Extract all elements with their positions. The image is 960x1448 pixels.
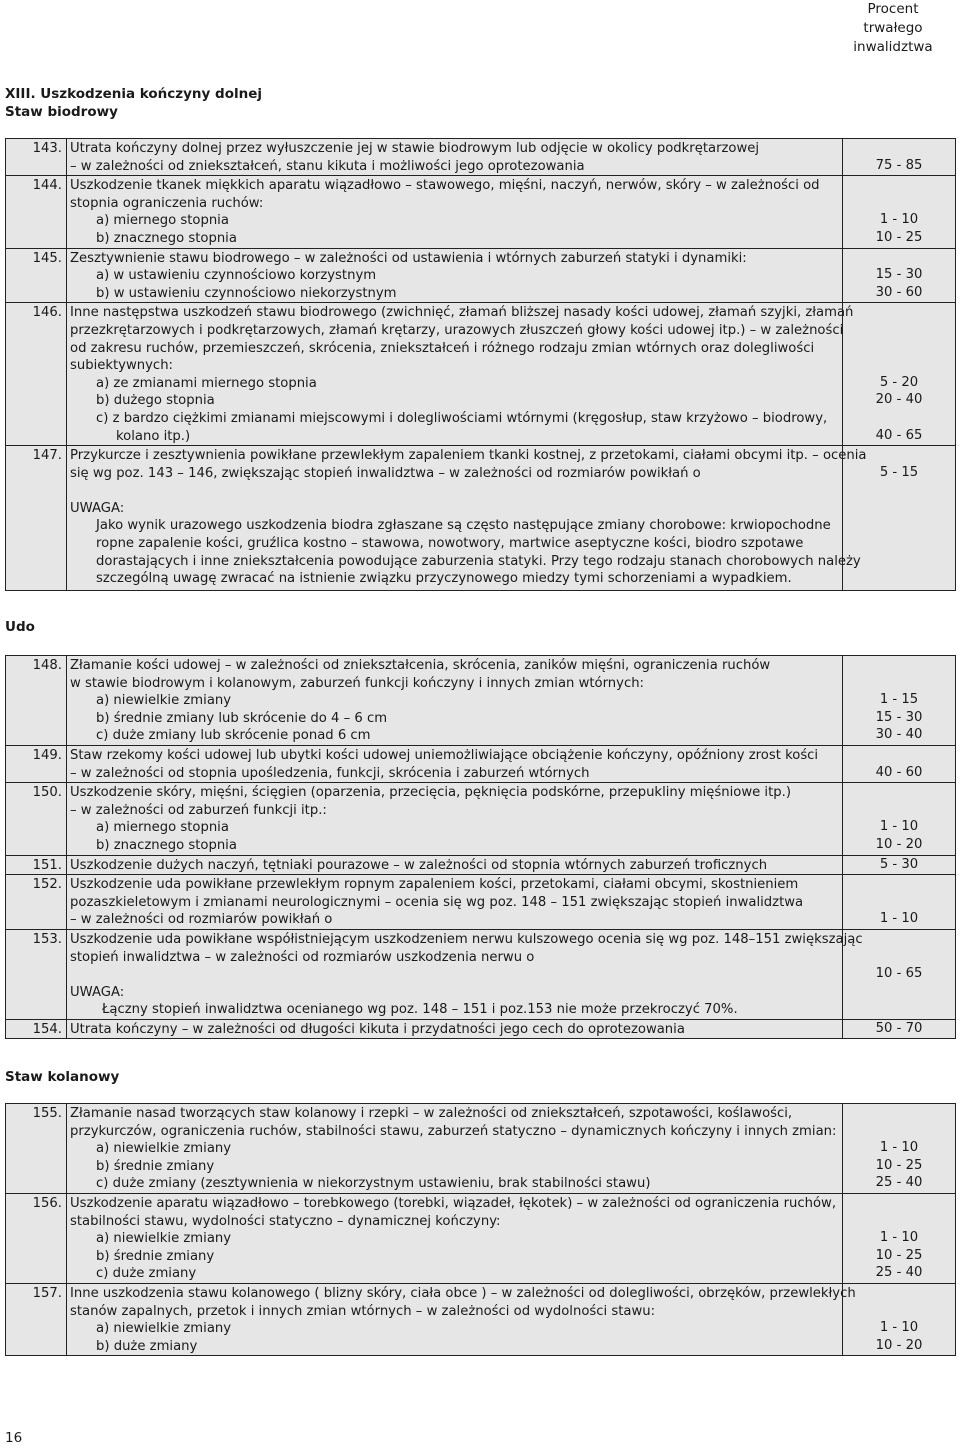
desc-option: b) znacznego stopnia	[96, 230, 237, 246]
percent-value: 10 - 25	[875, 229, 923, 245]
table-row	[6, 1283, 956, 1355]
table-hip	[5, 138, 956, 591]
item-description	[67, 1019, 843, 1039]
percent-value: 1 - 10	[879, 911, 919, 927]
desc-line: Staw rzekomy kości udowej lub ubytki kości udowej uniemożliwiające obciążenie kończyny, opóźniony zrost kości	[70, 747, 819, 763]
desc-option: b) średnie zmiany	[96, 1158, 215, 1174]
table-row	[6, 1193, 956, 1283]
percent-value: 25 - 40	[875, 1175, 923, 1191]
item-percent	[843, 303, 956, 446]
desc-line: Inne uszkodzenia stawu kolanowego ( blizny skóry, ciała obce ) – w zależności od dolegliwości, obrzęków, przewlekłych	[70, 1285, 856, 1301]
item-number: 157.	[6, 1283, 67, 1355]
table-thigh	[5, 655, 956, 1039]
subsection-title-hip: Staw biodrowy	[5, 104, 118, 120]
desc-option: a) ze zmianami miernego stopnia	[96, 375, 317, 391]
item-description	[67, 248, 843, 303]
item-number: 148.	[6, 656, 67, 746]
item-description	[67, 875, 843, 930]
percent-value: 1 - 15	[879, 692, 919, 708]
note-line: Łączny stopień inwalidztwa ocenianego wg poz. 148 – 151 i poz.153 nie może przekroczyć 70%.	[102, 1002, 738, 1018]
item-number: 144.	[6, 176, 67, 248]
table-row	[6, 656, 956, 746]
percent-value: 20 - 40	[875, 392, 923, 408]
desc-line: Uszkodzenie uda powikłane współistniejącym uszkodzeniem nerwu kulszowego ocenia się wg poz. 148–151 zwiększając	[70, 931, 863, 947]
item-description	[67, 139, 843, 176]
desc-line: Zesztywnienie stawu biodrowego – w zależności od ustawienia i wtórnych zaburzeń statyki i dynamiki:	[70, 250, 747, 266]
desc-option: a) niewielkie zmiany	[96, 1321, 232, 1337]
desc-line: Utrata kończyny – w zależności od długości kikuta i przydatności jego cech do oprotezowania	[70, 1021, 685, 1037]
percent-value: 10 - 20	[875, 1337, 923, 1353]
item-percent	[843, 1019, 956, 1039]
desc-option: b) znacznego stopnia	[96, 837, 237, 853]
table-row	[6, 745, 956, 782]
table-row	[6, 139, 956, 176]
section-title-chapter	[5, 85, 262, 121]
item-description	[67, 1283, 856, 1355]
item-number: 155.	[6, 1104, 67, 1194]
table-row	[6, 855, 956, 875]
percent-value: 75 - 85	[875, 157, 923, 173]
percent-value: 1 - 10	[879, 819, 919, 835]
percent-value: 40 - 60	[875, 764, 923, 780]
percent-value: 10 - 25	[875, 1157, 923, 1173]
item-percent	[843, 1104, 956, 1194]
desc-line: przezkrętarzowych i podkrętarzowych, złamań krętarzy, urazowych złuszczeń głowy kości udowej itp.) – w zależności	[70, 322, 844, 338]
item-description	[67, 1104, 843, 1194]
item-description	[67, 446, 867, 591]
header-line-1: Procent	[867, 1, 919, 17]
percent-value: 5 - 15	[879, 464, 919, 480]
percent-value: 5 - 30	[879, 856, 919, 872]
desc-line: Złamanie nasad tworzących staw kolanowy i rzepki – w zależności od zniekształceń, szpotawości, koślawości,	[70, 1106, 793, 1121]
percent-value: 10 - 65	[875, 966, 923, 982]
item-number: 156.	[6, 1193, 67, 1283]
desc-line: – w zależności od stopnia upośledzenia, funkcji, skrócenia i zaburzeń wtórnych	[70, 765, 590, 781]
desc-line: stopień inwalidztwa – w zależności od rozmiarów uszkodzenia nerwu o	[70, 949, 535, 965]
column-header-percent	[838, 0, 948, 57]
percent-value: 1 - 10	[879, 212, 919, 228]
percent-value: 50 - 70	[875, 1020, 923, 1036]
subsection-title-knee: Staw kolanowy	[5, 1069, 120, 1085]
table-row	[6, 248, 956, 303]
item-description	[67, 929, 863, 1019]
item-percent	[843, 656, 956, 746]
note-title: UWAGA:	[70, 984, 125, 1000]
desc-line: Inne następstwa uszkodzeń stawu biodrowego (zwichnięć, złamań bliższej nasady kości udowej, złamań szyjki, złamań	[70, 305, 854, 321]
percent-value: 30 - 40	[875, 727, 923, 743]
note-line: szczególną uwagę zwracać na istnienie związku przyczynowego miedzy tymi schorzeniami a wypadkiem.	[96, 571, 792, 587]
item-number: 150.	[6, 783, 67, 855]
item-number: 145.	[6, 248, 67, 303]
note-line: dorastających i inne zniekształcenia powodujące zaburzenia statyki. Przy tego rodzaju stanach chorobowych należy	[96, 553, 861, 569]
table-row	[6, 303, 956, 446]
percent-value: 15 - 30	[875, 267, 923, 283]
percent-value: 10 - 20	[875, 836, 923, 852]
desc-option: c) z bardzo ciężkimi zmianami miejscowymi i dolegliwościami wtórnymi (kręgosłup, staw krzyżowo – biodrowy,	[96, 410, 828, 426]
item-number: 154.	[6, 1019, 67, 1039]
desc-line: Złamanie kości udowej – w zależności od zniekształcenia, skrócenia, zaników mięśni, ograniczenia ruchów	[70, 658, 771, 673]
item-percent	[843, 139, 956, 176]
chapter-title: XIII. Uszkodzenia kończyny dolnej	[5, 86, 263, 102]
desc-line: w stawie biodrowym i kolanowym, zaburzeń funkcji kończyny i innych zmian wtórnych:	[70, 675, 645, 691]
item-description	[67, 855, 843, 875]
desc-option: a) miernego stopnia	[96, 820, 229, 836]
note-line: ropne zapalenie kości, gruźlica kostno – stawowa, nowotwory, martwice aseptyczne kości, biodro szpotawe	[96, 536, 804, 552]
item-number: 153.	[6, 929, 67, 1019]
desc-line: Uszkodzenie tkanek miękkich aparatu wiązadłowo – stawowego, mięśni, naczyń, nerwów, skóry – w zależności od	[70, 178, 820, 194]
desc-line: Uszkodzenie skóry, mięśni, ścięgien (oparzenia, przecięcia, pęknięcia podskórne, przepukliny mięśniowe itp.)	[70, 785, 791, 801]
table-row	[6, 1104, 956, 1194]
item-number: 151.	[6, 855, 67, 875]
item-percent	[843, 783, 956, 855]
item-percent	[843, 1283, 956, 1355]
item-number: 152.	[6, 875, 67, 930]
table-row	[6, 446, 956, 591]
desc-line: subiektywnych:	[70, 358, 173, 374]
item-percent	[843, 745, 956, 782]
percent-value: 15 - 30	[875, 709, 923, 725]
item-description	[67, 783, 843, 855]
page-number: 16	[5, 1430, 23, 1446]
percent-value: 1 - 10	[879, 1320, 919, 1336]
percent-value: 10 - 25	[875, 1247, 923, 1263]
desc-option: a) niewielkie zmiany	[96, 1231, 232, 1247]
item-number: 147.	[6, 446, 67, 591]
item-description	[67, 745, 843, 782]
desc-option: c) duże zmiany	[96, 1266, 197, 1282]
desc-option: a) niewielkie zmiany	[96, 693, 232, 709]
desc-option: b) średnie zmiany lub skrócenie do 4 – 6 cm	[96, 710, 388, 726]
item-percent	[843, 248, 956, 303]
table-row	[6, 875, 956, 930]
item-description	[67, 303, 854, 446]
desc-line: stanów zapalnych, przetok i innych zmian wtórnych – w zależności od wydolności stawu:	[70, 1303, 656, 1319]
item-description	[67, 1193, 843, 1283]
percent-value: 1 - 10	[879, 1140, 919, 1156]
desc-line: stopnia ograniczenia ruchów:	[70, 195, 264, 211]
table-row	[6, 176, 956, 248]
table-row	[6, 1019, 956, 1039]
percent-value: 40 - 65	[875, 427, 923, 443]
desc-option: b) dużego stopnia	[96, 393, 215, 409]
desc-option: b) duże zmiany	[96, 1338, 198, 1354]
table-knee	[5, 1103, 956, 1356]
desc-line: Utrata kończyny dolnej przez wyłuszczenie jej w stawie biodrowym lub odjęcie w okolicy podkrętarzowej	[70, 141, 760, 156]
item-percent	[843, 855, 956, 875]
table-row	[6, 783, 956, 855]
item-percent	[843, 1193, 956, 1283]
item-description	[67, 656, 843, 746]
desc-option-cont: kolano itp.)	[116, 428, 191, 444]
desc-line: od zakresu ruchów, przemieszczeń, skrócenia, zniekształceń i różnego rodzaju zmian wtórnych oraz dolegliwości	[70, 340, 815, 356]
item-percent	[843, 875, 956, 930]
item-number: 143.	[6, 139, 67, 176]
item-description	[67, 176, 843, 248]
header-line-2: trwałego	[863, 20, 923, 36]
desc-option: a) niewielkie zmiany	[96, 1141, 232, 1157]
desc-line: Przykurcze i zesztywnienia powikłane przewlekłym zapaleniem tkanki kostnej, z przetokami, ciałami obcymi itp. – ocenia	[70, 448, 867, 464]
desc-line: – w zależności od zaburzeń funkcji itp.:	[70, 802, 327, 818]
note-line: Jako wynik urazowego uszkodzenia biodra zgłaszane są często następujące zmiany chorobowe: krwiopochodne	[96, 518, 831, 534]
desc-option: c) duże zmiany (zesztywnienia w niekorzystnym ustawieniu, brak stabilności stawu)	[96, 1176, 651, 1192]
desc-option: a) w ustawieniu czynnościowo korzystnym	[96, 268, 377, 284]
header-line-3: inwalidztwa	[853, 39, 933, 55]
desc-line: Uszkodzenie uda powikłane przewlekłym ropnym zapaleniem kości, przetokami, ciałami obcymi, skostnieniem	[70, 877, 799, 893]
desc-line: – w zależności od rozmiarów powikłań o	[70, 912, 333, 928]
desc-line: się wg poz. 143 – 146, zwiększając stopień inwalidztwa – w zależności od rozmiarów powikłań o	[70, 465, 701, 481]
desc-line: – w zależności od zniekształceń, stanu kikuta i możliwości jego oprotezowania	[70, 158, 585, 174]
percent-value: 25 - 40	[875, 1265, 923, 1281]
percent-value: 5 - 20	[879, 374, 919, 390]
desc-option: b) w ustawieniu czynnościowo niekorzystnym	[96, 285, 397, 301]
note-title: UWAGA:	[70, 500, 125, 516]
desc-line: pozaszkieletowym i zmianami neurologicznymi – ocenia się wg poz. 148 – 151 zwiększając stopień inwalidztwa	[70, 894, 804, 910]
desc-option: c) duże zmiany lub skrócenie ponad 6 cm	[96, 728, 371, 744]
desc-line: Uszkodzenie aparatu wiązadłowo – torebkowego (torebki, wiązadeł, łękotek) – w zależności od ograniczenia ruchów,	[70, 1195, 837, 1211]
table-row	[6, 929, 956, 1019]
desc-line: stabilności stawu, wydolności statyczno – dynamicznej kończyny:	[70, 1213, 501, 1229]
desc-line: Uszkodzenie dużych naczyń, tętniaki pourazowe – w zależności od stopnia wtórnych zaburzeń troficznych	[70, 857, 768, 873]
item-number: 149.	[6, 745, 67, 782]
percent-value: 30 - 60	[875, 284, 923, 300]
item-number: 146.	[6, 303, 67, 446]
desc-option: a) miernego stopnia	[96, 213, 229, 229]
desc-option: b) średnie zmiany	[96, 1248, 215, 1264]
desc-line: przykurczów, ograniczenia ruchów, stabilności stawu, zaburzeń statyczno – dynamicznych kończyny i innych zmian:	[70, 1123, 837, 1139]
percent-value: 1 - 10	[879, 1230, 919, 1246]
subsection-title-thigh: Udo	[5, 619, 35, 635]
item-percent	[843, 176, 956, 248]
